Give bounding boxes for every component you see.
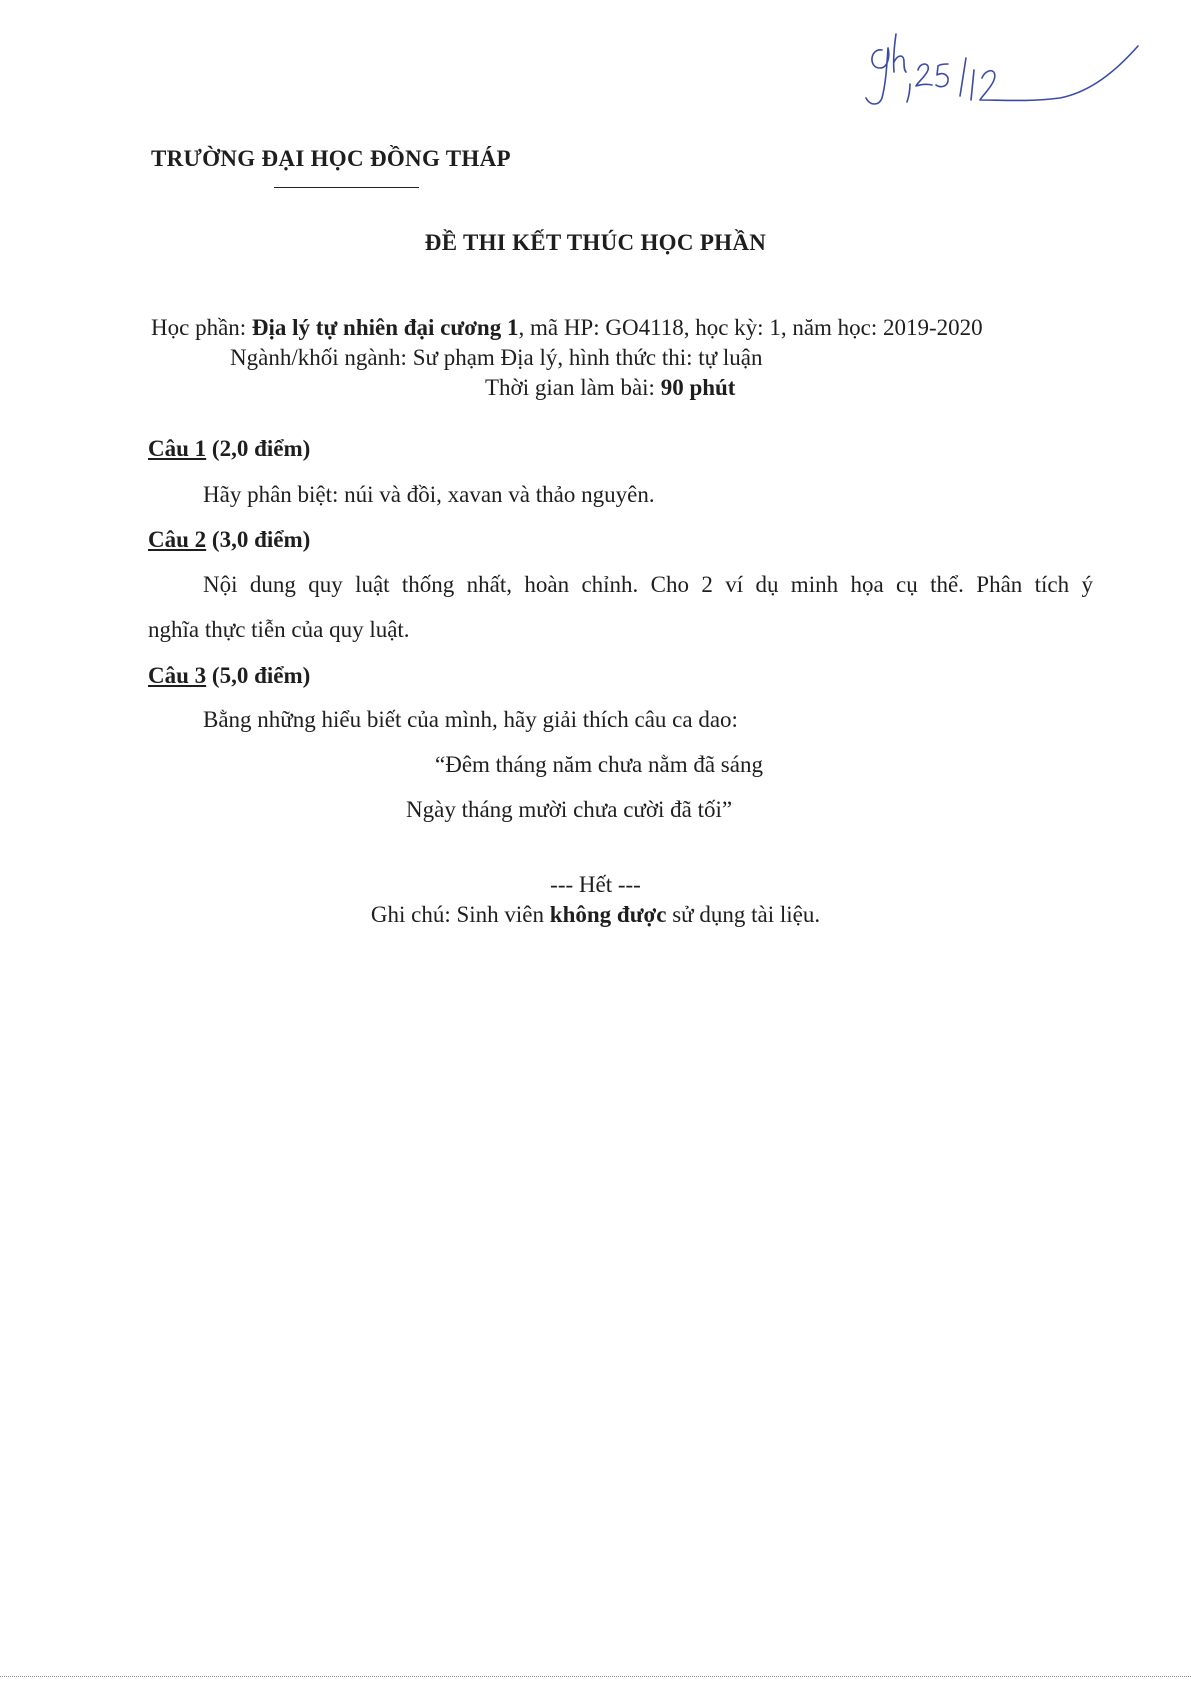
question-points: (5,0 điểm) <box>206 663 311 688</box>
question-3-text: Bằng những hiểu biết của mình, hãy giải thích câu ca dao: <box>203 707 738 732</box>
handwritten-date-signature <box>860 28 1160 118</box>
question-label: Câu 1 <box>148 436 207 461</box>
question-2-text-line-2: nghĩa thực tiễn của quy luật. <box>148 617 410 642</box>
question-1-text: Hãy phân biệt: núi và đồi, xavan và thảo nguyên. <box>203 482 655 507</box>
exam-title: ĐỀ THI KẾT THÚC HỌC PHẦN <box>424 230 767 255</box>
course-name: Địa lý tự nhiên đại cương 1 <box>251 315 519 340</box>
course-info-line <box>151 315 983 341</box>
question-points: (2,0 điểm) <box>206 436 311 461</box>
note-suffix: sử dụng tài liệu. <box>666 902 821 927</box>
school-underline <box>274 187 419 188</box>
scan-bottom-edge <box>0 1676 1191 1677</box>
question-3-heading <box>148 663 310 689</box>
footer-note <box>0 902 1191 928</box>
note-bold: không được <box>549 902 667 927</box>
time-value: 90 phút <box>660 375 736 400</box>
time-prefix: Thời gian làm bài: <box>485 375 661 400</box>
course-prefix: Học phần: <box>151 315 252 340</box>
question-label: Câu 3 <box>148 663 207 688</box>
note-prefix: Ghi chú: Sinh viên <box>370 902 550 927</box>
question-points: (3,0 điểm) <box>206 527 311 552</box>
folk-verse-line-2: Ngày tháng mười chưa cười đã tối” <box>406 797 733 822</box>
question-label: Câu 2 <box>148 527 207 552</box>
question-2-heading <box>148 527 310 553</box>
folk-verse-line-1: “Đêm tháng năm chưa nằm đã sáng <box>435 752 763 777</box>
course-suffix: , mã HP: GO4118, học kỳ: 1, năm học: 2019-2020 <box>518 315 983 340</box>
question-1-heading <box>148 436 310 462</box>
end-marker: --- Hết --- <box>550 872 641 897</box>
time-line <box>485 375 735 401</box>
major-line: Ngành/khối ngành: Sư phạm Địa lý, hình thức thi: tự luận <box>230 345 763 370</box>
school-name: TRƯỜNG ĐẠI HỌC ĐỒNG THÁP <box>151 146 511 171</box>
question-2-text-line-1: Nội dung quy luật thống nhất, hoàn chỉnh. Cho 2 ví dụ minh họa cụ thể. Phân tích ý <box>203 572 1093 597</box>
